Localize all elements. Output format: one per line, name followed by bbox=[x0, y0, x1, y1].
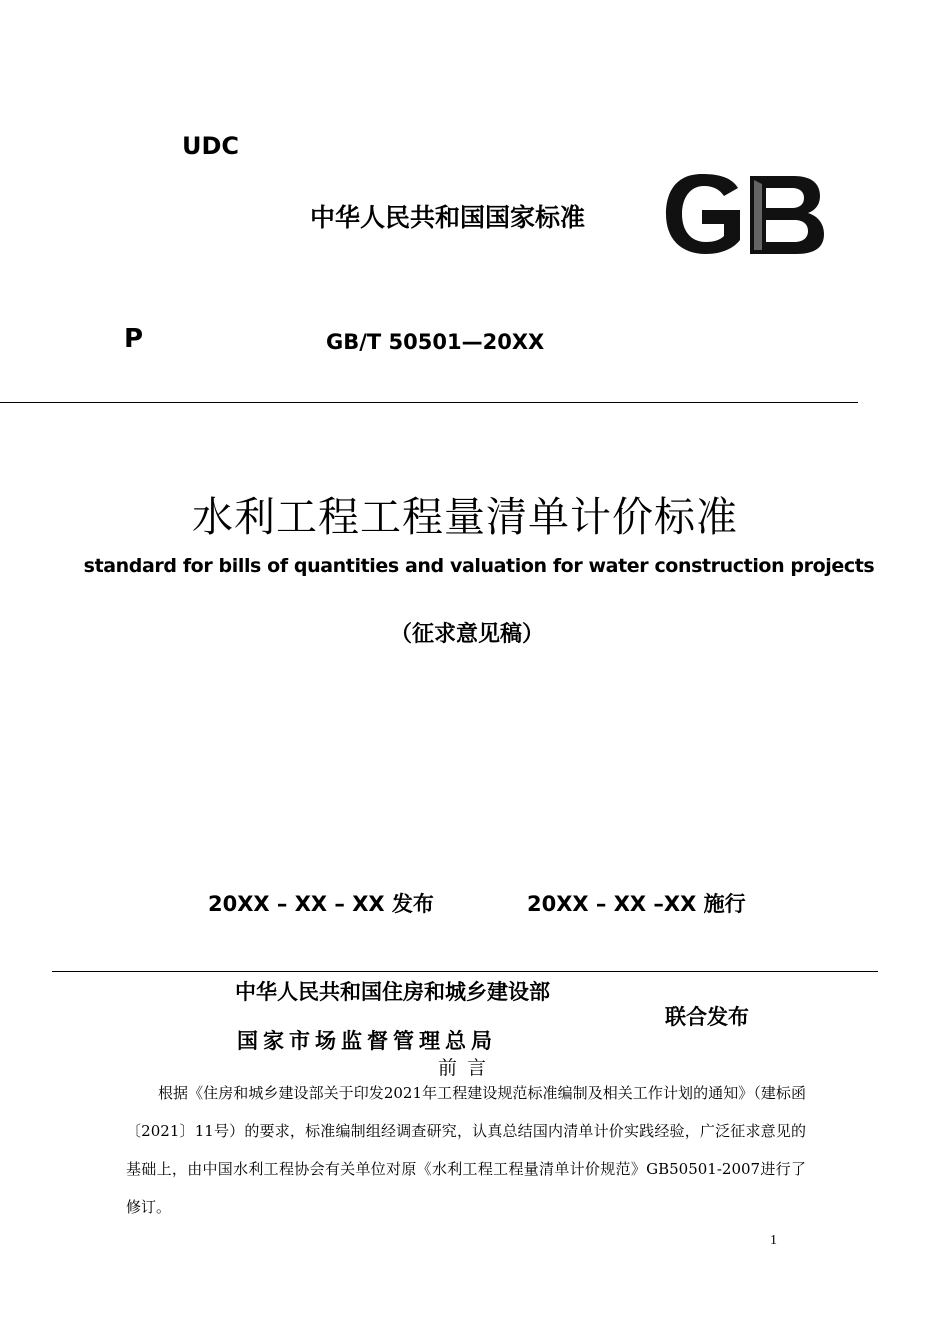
national-standard-label: 中华人民共和国国家标准 bbox=[310, 203, 586, 232]
draft-label: （征求意见稿） bbox=[389, 622, 544, 647]
top-divider bbox=[0, 402, 858, 403]
preface-heading: 前言 bbox=[437, 1057, 496, 1079]
preface-paragraph: 根据《住房和城乡建设部关于印发2021年工程建设规范标准编制及相关工作计划的通知》（建标函〔2021〕11号）的要求，标准编制组经调查研究，认真总结国内清单计价实践经验，广泛征求意见的基础上，由中国水利工程协会有关单位对原《水利工程工程量清单计价规范》GB50501-2007进行了修订。 bbox=[126, 1084, 806, 1216]
issuer-administration: 国家市场监督管理总局 bbox=[237, 1029, 497, 1053]
english-title: standard for bills of quantities and valuation for water construction projects bbox=[83, 555, 875, 577]
joint-issue-label: 联合发布 bbox=[665, 1005, 749, 1029]
main-title: 水利工程工程量清单计价标准 bbox=[192, 493, 738, 541]
issue-date: 20XX – XX – XX 发布 bbox=[208, 892, 434, 916]
standard-number: GB/T 50501—20XX bbox=[326, 330, 545, 354]
udc-label: UDC bbox=[182, 132, 240, 160]
bottom-divider bbox=[52, 971, 878, 972]
category-label: P bbox=[124, 324, 144, 354]
implementation-date: 20XX – XX –XX 施行 bbox=[527, 892, 746, 916]
preface-body bbox=[126, 1074, 806, 1226]
gb-logo bbox=[662, 170, 828, 258]
page-number: 1 bbox=[770, 1233, 777, 1248]
issuer-ministry: 中华人民共和国住房和城乡建设部 bbox=[235, 980, 550, 1004]
